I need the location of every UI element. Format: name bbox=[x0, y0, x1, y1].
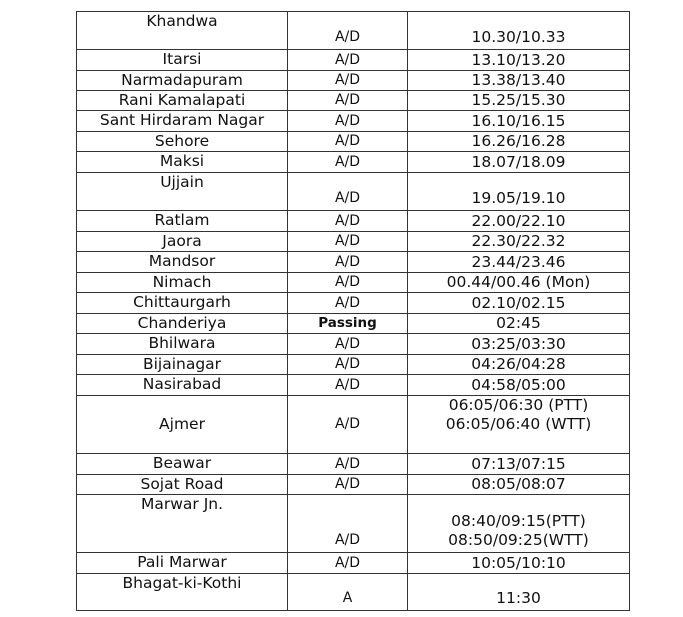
time-line: 22.30/22.32 bbox=[471, 232, 566, 250]
time-line: 13.10/13.20 bbox=[471, 50, 566, 69]
station-name: Maksi bbox=[77, 152, 288, 173]
table-row bbox=[77, 314, 630, 334]
arrival-departure-time bbox=[408, 454, 630, 475]
arrival-departure-time bbox=[408, 111, 630, 132]
arrival-departure-time bbox=[408, 91, 630, 111]
station-name: Jaora bbox=[77, 232, 288, 252]
arrival-departure-type: A/D bbox=[288, 375, 408, 396]
time-line: 06:05/06:40 (WTT) bbox=[445, 415, 592, 433]
station-name: Ratlam bbox=[77, 211, 288, 232]
table-row bbox=[77, 50, 630, 71]
arrival-departure-type: A/D bbox=[288, 211, 408, 232]
table-row bbox=[77, 273, 630, 293]
arrival-departure-type: A bbox=[288, 574, 408, 611]
time-line: 18.07/18.09 bbox=[471, 152, 566, 171]
arrival-departure-type: A/D bbox=[288, 132, 408, 152]
table-row bbox=[77, 574, 630, 611]
arrival-departure-time bbox=[408, 50, 630, 71]
arrival-departure-type: A/D bbox=[288, 454, 408, 475]
station-name: Sant Hirdaram Nagar bbox=[77, 111, 288, 132]
station-name: Beawar bbox=[77, 454, 288, 475]
arrival-departure-type: A/D bbox=[288, 91, 408, 111]
time-line: 23.44/23.46 bbox=[471, 252, 566, 271]
station-name: Chittaurgarh bbox=[77, 293, 288, 314]
station-name: Chanderiya bbox=[77, 314, 288, 334]
arrival-departure-time bbox=[408, 396, 630, 454]
station-name: Marwar Jn. bbox=[77, 495, 288, 553]
table-row bbox=[77, 152, 630, 173]
table-row bbox=[77, 454, 630, 475]
arrival-departure-time bbox=[408, 314, 630, 334]
arrival-departure-time bbox=[408, 495, 630, 553]
station-name: Rani Kamalapati bbox=[77, 91, 288, 111]
time-line: 15.25/15.30 bbox=[471, 91, 566, 109]
table-row bbox=[77, 475, 630, 495]
table-row bbox=[77, 211, 630, 232]
arrival-departure-type: A/D bbox=[288, 553, 408, 574]
arrival-departure-type: A/D bbox=[288, 293, 408, 314]
table-row bbox=[77, 495, 630, 553]
station-name: Bhagat-ki-Kothi bbox=[77, 574, 288, 611]
table-row bbox=[77, 293, 630, 314]
table-row bbox=[77, 132, 630, 152]
station-name: Nasirabad bbox=[77, 375, 288, 396]
arrival-departure-time bbox=[408, 355, 630, 375]
table-row bbox=[77, 71, 630, 91]
table-row bbox=[77, 355, 630, 375]
arrival-departure-time bbox=[408, 152, 630, 173]
time-line: 19.05/19.10 bbox=[471, 189, 566, 207]
arrival-departure-time bbox=[408, 375, 630, 396]
time-line: 16.10/16.15 bbox=[471, 111, 566, 130]
arrival-departure-time bbox=[408, 273, 630, 293]
station-name: Ajmer bbox=[77, 396, 288, 454]
arrival-departure-type: A/D bbox=[288, 152, 408, 173]
table-row bbox=[77, 252, 630, 273]
time-line: 04:26/04:28 bbox=[471, 355, 566, 373]
arrival-departure-time bbox=[408, 71, 630, 91]
station-name: Sojat Road bbox=[77, 475, 288, 495]
time-line: 10.30/10.33 bbox=[471, 28, 566, 46]
arrival-departure-type: A/D bbox=[288, 334, 408, 355]
arrival-departure-time bbox=[408, 252, 630, 273]
table-row bbox=[77, 396, 630, 454]
station-name: Itarsi bbox=[77, 50, 288, 71]
arrival-departure-time bbox=[408, 553, 630, 574]
time-line: 02:45 bbox=[496, 314, 541, 332]
arrival-departure-time bbox=[408, 211, 630, 232]
arrival-departure-time bbox=[408, 132, 630, 152]
time-line: 02.10/02.15 bbox=[471, 293, 566, 312]
time-line: 07:13/07:15 bbox=[471, 454, 566, 473]
time-line: 13.38/13.40 bbox=[471, 71, 566, 89]
arrival-departure-type: A/D bbox=[288, 71, 408, 91]
station-name: Bijainagar bbox=[77, 355, 288, 375]
time-line: 03:25/03:30 bbox=[471, 334, 566, 353]
table-row bbox=[77, 12, 630, 50]
arrival-departure-time bbox=[408, 293, 630, 314]
station-name: Khandwa bbox=[77, 12, 288, 50]
table-row bbox=[77, 334, 630, 355]
station-name: Sehore bbox=[77, 132, 288, 152]
arrival-departure-type: A/D bbox=[288, 252, 408, 273]
time-line: 00.44/00.46 (Mon) bbox=[446, 273, 591, 291]
table-row bbox=[77, 91, 630, 111]
table-row bbox=[77, 232, 630, 252]
time-line: 10:05/10:10 bbox=[471, 553, 566, 572]
table-row bbox=[77, 375, 630, 396]
table-row bbox=[77, 173, 630, 211]
station-name: Ujjain bbox=[77, 173, 288, 211]
station-name: Nimach bbox=[77, 273, 288, 293]
arrival-departure-type: A/D bbox=[288, 475, 408, 495]
arrival-departure-time bbox=[408, 12, 630, 50]
timetable bbox=[76, 11, 630, 611]
arrival-departure-type: A/D bbox=[288, 273, 408, 293]
arrival-departure-time bbox=[408, 334, 630, 355]
arrival-departure-time bbox=[408, 232, 630, 252]
timetable-body bbox=[77, 12, 630, 611]
arrival-departure-type: A/D bbox=[288, 495, 408, 553]
time-line: 08:50/09:25(WTT) bbox=[448, 531, 589, 549]
arrival-departure-type: A/D bbox=[288, 355, 408, 375]
station-name: Mandsor bbox=[77, 252, 288, 273]
time-line: 22.00/22.10 bbox=[471, 211, 566, 230]
arrival-departure-time bbox=[408, 173, 630, 211]
arrival-departure-type: A/D bbox=[288, 50, 408, 71]
arrival-departure-time bbox=[408, 475, 630, 495]
arrival-departure-type: Passing bbox=[288, 314, 408, 334]
time-line: 08:05/08:07 bbox=[471, 475, 566, 493]
arrival-departure-type: A/D bbox=[288, 173, 408, 211]
station-name: Pali Marwar bbox=[77, 553, 288, 574]
arrival-departure-type: A/D bbox=[288, 111, 408, 132]
arrival-departure-type: A/D bbox=[288, 396, 408, 454]
table-row bbox=[77, 553, 630, 574]
time-line: 04:58/05:00 bbox=[471, 375, 566, 394]
station-name: Narmadapuram bbox=[77, 71, 288, 91]
table-row bbox=[77, 111, 630, 132]
time-line: 06:05/06:30 (PTT) bbox=[448, 396, 589, 414]
time-line: 16.26/16.28 bbox=[471, 132, 566, 150]
arrival-departure-type: A/D bbox=[288, 12, 408, 50]
arrival-departure-type: A/D bbox=[288, 232, 408, 252]
station-name: Bhilwara bbox=[77, 334, 288, 355]
time-line: 11:30 bbox=[496, 589, 541, 607]
arrival-departure-time bbox=[408, 574, 630, 611]
time-line: 08:40/09:15(PTT) bbox=[451, 512, 586, 530]
